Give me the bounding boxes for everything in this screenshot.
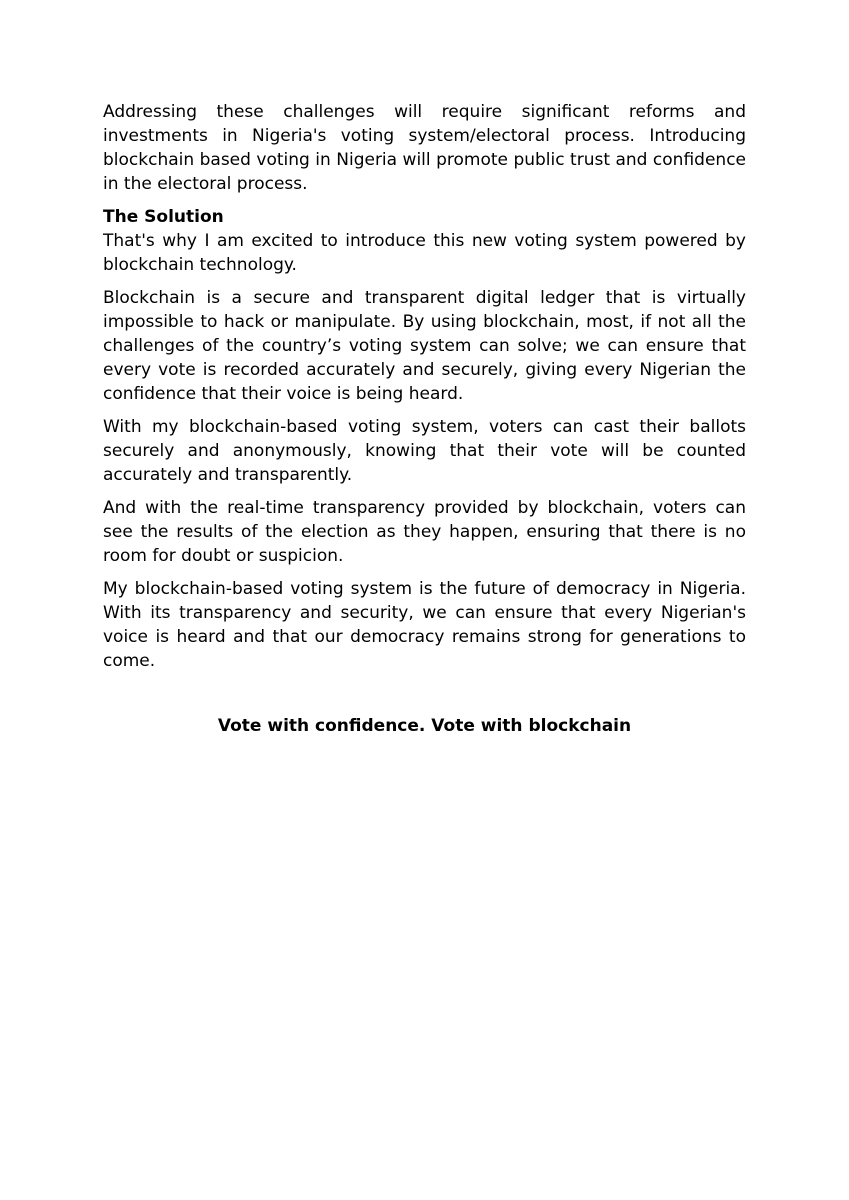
paragraph-3: With my blockchain-based voting system, voters can cast their ballots securely and anonymously, knowing that their vote will be counted accurately and transparently.: [103, 417, 746, 485]
paragraph-5: My blockchain-based voting system is the future of democracy in Nigeria. With its transparency and security, we can ensure that every Nigerian's voice is heard and that our democracy remains strong for generations to come.: [103, 579, 746, 671]
section-heading: The Solution: [103, 207, 224, 227]
tagline: Vote with confidence. Vote with blockchain: [217, 716, 632, 736]
paragraph-4: And with the real-time transparency provided by blockchain, voters can see the results of the election as they happen, ensuring that there is no room for doubt or suspicion.: [103, 498, 746, 566]
document-body: [103, 100, 746, 738]
paragraph-2: Blockchain is a secure and transparent digital ledger that is virtually impossible to hack or manipulate. By using blockchain, most, if not all the challenges of the country’s voting system can solve; we can ensure that every vote is recorded accurately and securely, giving every Nigerian the confidence that their voice is being heard.: [103, 288, 746, 404]
paragraph-1: That's why I am excited to introduce this new voting system powered by blockchain technology.: [103, 231, 746, 275]
intro-paragraph: Addressing these challenges will require significant reforms and investments in Nigeria's voting system/electoral process. Introducing blockchain based voting in Nigeria will promote public trust and confidence in the electoral process.: [103, 102, 746, 194]
